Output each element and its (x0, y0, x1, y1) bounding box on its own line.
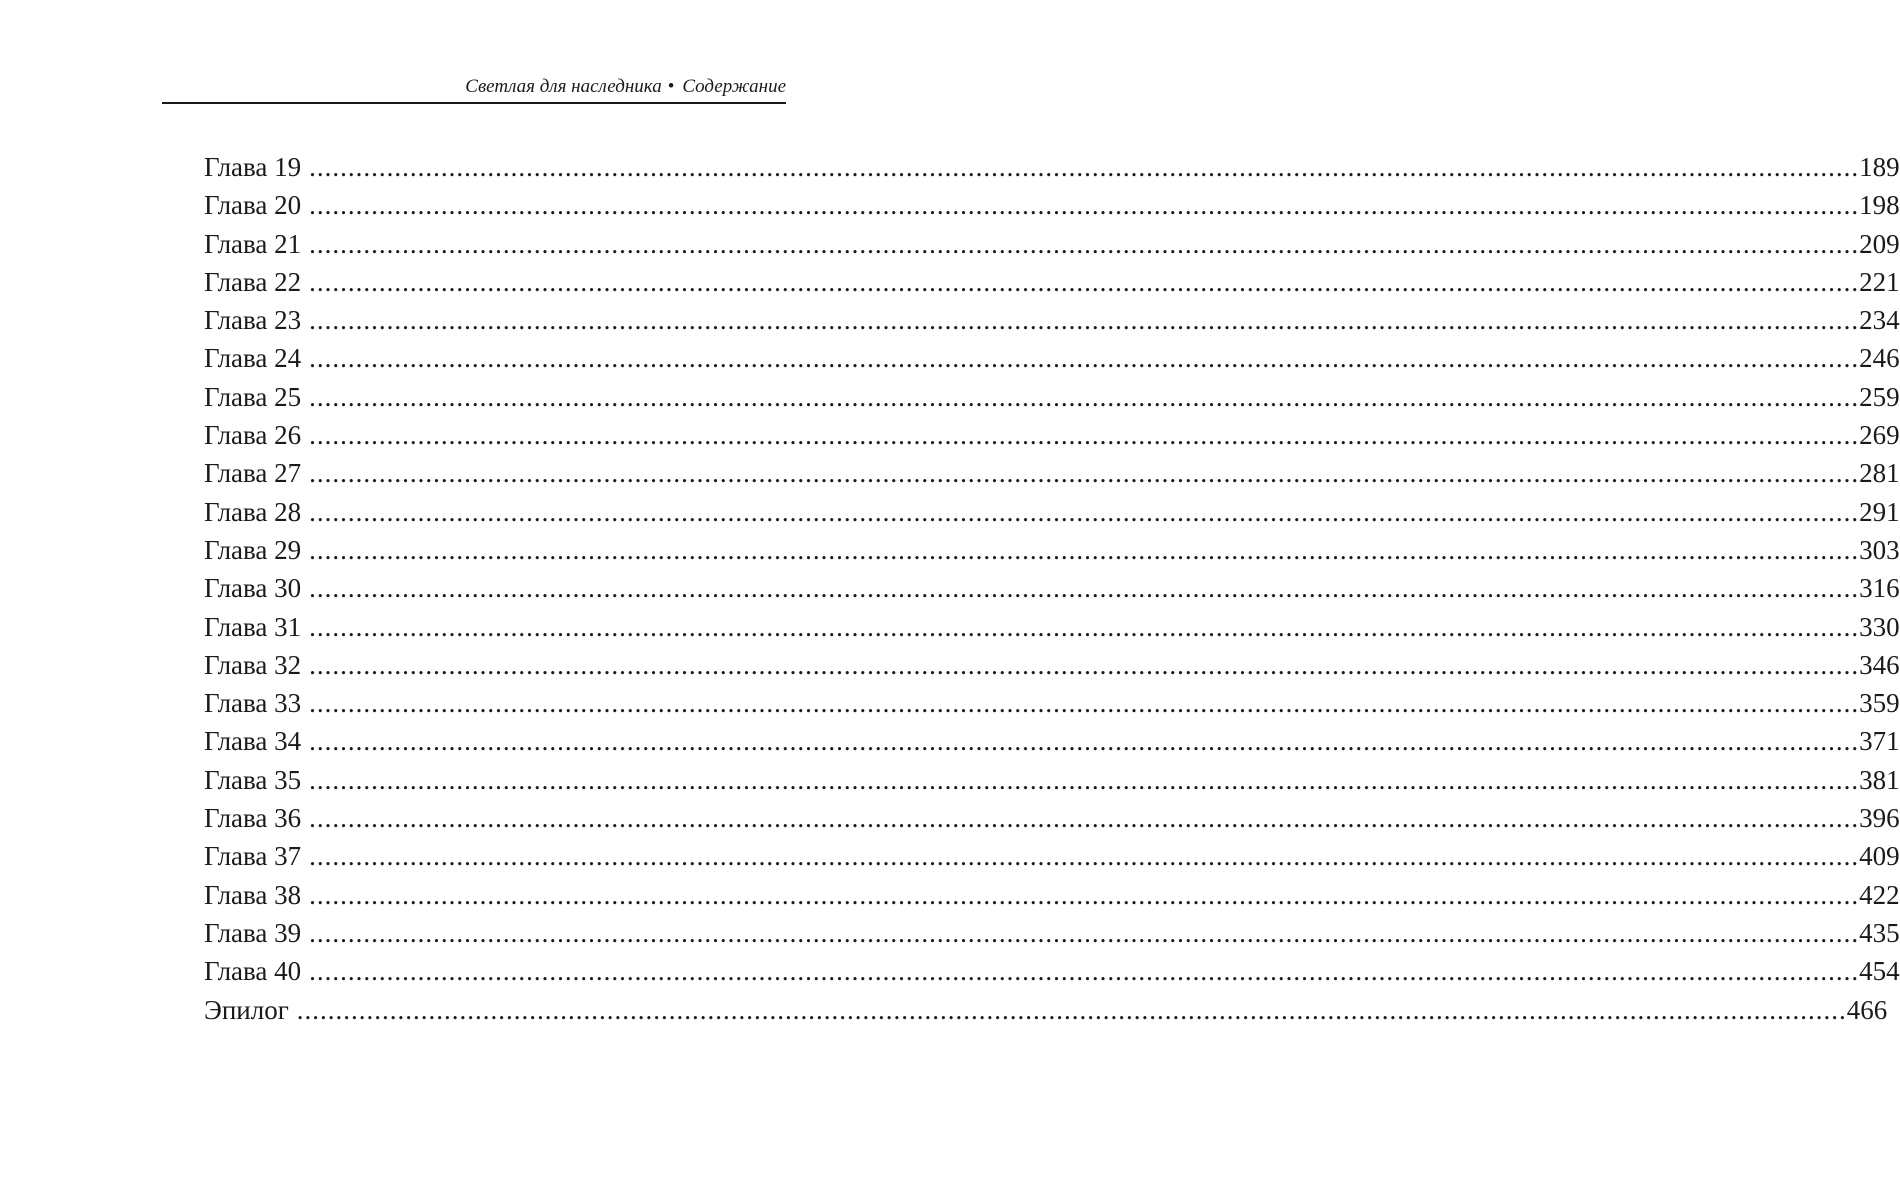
toc-entry (204, 186, 1900, 224)
header-bullet: • (667, 76, 675, 97)
toc-entry-page: 221 (1859, 266, 1900, 297)
toc-entry-page: 281 (1859, 458, 1900, 489)
toc-entry (204, 837, 1900, 875)
toc-entry-label: Глава 29 (204, 534, 302, 565)
toc-entry (204, 684, 1900, 722)
toc-entry-page: 346 (1859, 649, 1900, 680)
toc-entry (204, 148, 1900, 186)
toc-entry-label: Глава 26 (204, 420, 302, 451)
toc-entry (204, 646, 1900, 684)
toc-entry-label: Эпилог (204, 994, 289, 1025)
toc-entry-page: 422 (1859, 879, 1900, 910)
toc-entry-label: Глава 19 (204, 152, 302, 182)
toc-entry (204, 569, 1900, 607)
toc-entry (204, 416, 1900, 454)
toc-entry (204, 876, 1900, 914)
toc-entry (204, 301, 1900, 339)
section-title: Содержание (682, 76, 786, 97)
toc-dot-leader: ........................................................................................................................................................................................................ (309, 266, 1860, 297)
toc-entry-page: 316 (1859, 573, 1900, 604)
toc-entry-page: 435 (1859, 917, 1900, 948)
toc-dot-leader: ........................................................................................................................................................................................................ (309, 726, 1860, 757)
toc-entry-page: 234 (1859, 305, 1900, 336)
toc-dot-leader: ........................................................................................................................................................................................................ (309, 228, 1860, 259)
toc-entry-label: Глава 21 (204, 228, 302, 259)
toc-entry (204, 761, 1900, 799)
toc-entry-label: Глава 34 (204, 726, 302, 757)
toc-entry-page: 189 (1859, 152, 1900, 182)
toc-entry-page: 259 (1859, 381, 1900, 412)
toc-entry (204, 608, 1900, 646)
toc-dot-leader: ........................................................................................................................................................................................................ (309, 688, 1860, 719)
toc-entry-label: Глава 32 (204, 649, 302, 680)
toc-dot-leader: ........................................................................................................................................................................................................ (309, 803, 1860, 834)
toc-dot-leader: ........................................................................................................................................................................................................ (309, 420, 1860, 451)
toc-entry-page: 269 (1859, 420, 1900, 451)
toc-entry (204, 914, 1900, 952)
toc-entry-page: 466 (1846, 994, 1888, 1025)
toc-entry-label: Глава 33 (204, 688, 302, 719)
toc-entry-page: 246 (1859, 343, 1900, 374)
toc-dot-leader: ........................................................................................................................................................................................................ (309, 573, 1860, 604)
toc-dot-leader: ........................................................................................................................................................................................................ (309, 152, 1860, 182)
toc-entry (204, 454, 1900, 492)
running-header (162, 72, 786, 104)
toc-entry-label: Глава 22 (204, 266, 302, 297)
toc-entry-label: Глава 31 (204, 611, 302, 642)
toc-entry-page: 371 (1859, 726, 1900, 757)
toc-entry (204, 225, 1900, 263)
toc-entry (204, 952, 1900, 990)
toc-entry-label: Глава 30 (204, 573, 302, 604)
toc-entry-label: Глава 35 (204, 764, 302, 795)
toc-entry-label: Глава 20 (204, 190, 302, 221)
book-title: Светлая для наследника (465, 76, 662, 97)
toc-entry (204, 378, 1900, 416)
toc-entry-page: 330 (1859, 611, 1900, 642)
toc-dot-leader: ........................................................................................................................................................................................................ (309, 190, 1860, 221)
toc-entry-label: Глава 24 (204, 343, 302, 374)
toc-entry-label: Глава 37 (204, 841, 302, 872)
toc-entry-page: 409 (1859, 841, 1900, 872)
toc-entry (204, 263, 1900, 301)
toc-entry (204, 531, 1900, 569)
toc-dot-leader: ........................................................................................................................................................................................................ (309, 879, 1860, 910)
toc-dot-leader: ........................................................................................................................................................................................................ (309, 305, 1860, 336)
toc-entry (204, 799, 1900, 837)
toc-entry-label: Глава 38 (204, 879, 302, 910)
toc-dot-leader: ........................................................................................................................................................................................................ (309, 956, 1860, 987)
toc-entry-label: Глава 27 (204, 458, 302, 489)
toc-entry (204, 493, 1900, 531)
toc-entry-page: 303 (1859, 534, 1900, 565)
toc-entry-label: Глава 39 (204, 917, 302, 948)
toc-entry (204, 339, 1900, 377)
toc-dot-leader: ........................................................................................................................................................................................................ (309, 841, 1860, 872)
toc-dot-leader: ........................................................................................................................................................................................................ (309, 343, 1860, 374)
toc-entry-page: 209 (1859, 228, 1900, 259)
toc-dot-leader: ........................................................................................................................................................................................................ (309, 649, 1860, 680)
toc-entry-label: Глава 28 (204, 496, 302, 527)
toc-entry (204, 991, 1888, 1029)
toc-entry-page: 396 (1859, 803, 1900, 834)
toc-entry-page: 381 (1859, 764, 1900, 795)
toc-dot-leader: ........................................................................................................................................................................................................ (296, 994, 1847, 1025)
toc-dot-leader: ........................................................................................................................................................................................................ (309, 764, 1860, 795)
toc-entry-label: Глава 36 (204, 803, 302, 834)
toc-entry-page: 454 (1859, 956, 1900, 987)
toc-dot-leader: ........................................................................................................................................................................................................ (309, 917, 1860, 948)
toc-dot-leader: ........................................................................................................................................................................................................ (309, 534, 1860, 565)
toc-dot-leader: ........................................................................................................................................................................................................ (309, 381, 1860, 412)
table-of-contents (204, 148, 1900, 1029)
toc-entry-page: 291 (1859, 496, 1900, 527)
toc-entry-page: 198 (1859, 190, 1900, 221)
toc-entry-label: Глава 25 (204, 381, 302, 412)
toc-entry-label: Глава 23 (204, 305, 302, 336)
toc-entry (204, 722, 1900, 760)
toc-dot-leader: ........................................................................................................................................................................................................ (309, 496, 1860, 527)
toc-entry-label: Глава 40 (204, 956, 302, 987)
toc-entry-page: 359 (1859, 688, 1900, 719)
toc-dot-leader: ........................................................................................................................................................................................................ (309, 458, 1860, 489)
toc-dot-leader: ........................................................................................................................................................................................................ (309, 611, 1860, 642)
